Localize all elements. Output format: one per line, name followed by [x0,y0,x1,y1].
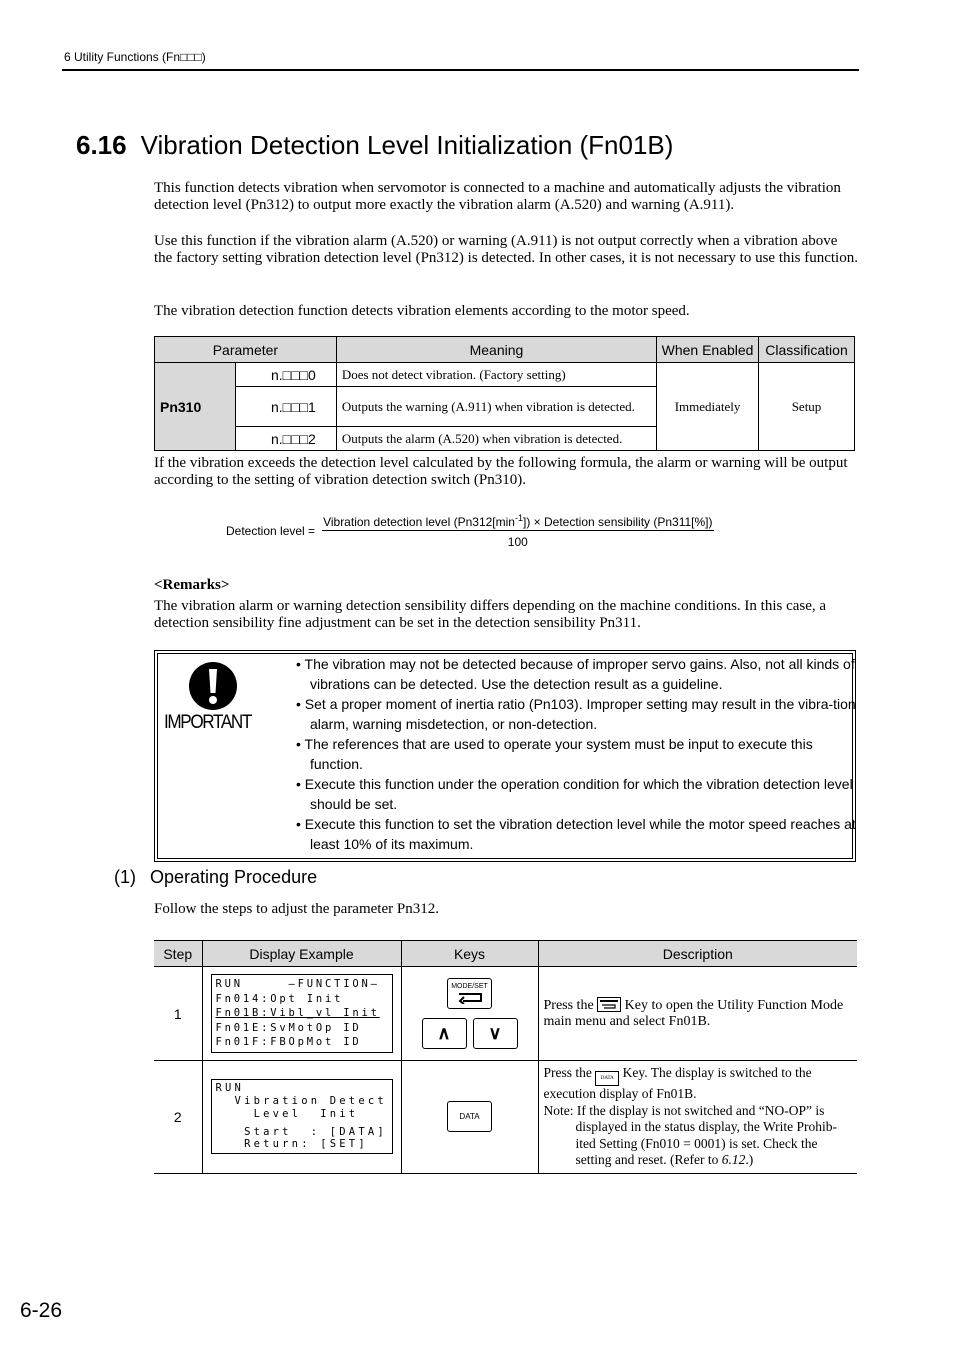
table-row [154,967,857,1061]
formula-intro-paragraph: If the vibration exceeds the detection level calculated by the following formula, the alarm or warning will be output according to the setting of vibration detection switch (Pn310). [154,455,848,488]
header-when-enabled: When Enabled [657,337,759,363]
param-when-enabled: Immediately [657,363,759,451]
exclamation-icon [188,661,238,716]
down-key[interactable] [473,1018,518,1049]
procedure-heading-text: Operating Procedure [150,867,318,887]
down-arrow-icon: ∨ [488,1023,502,1043]
lcd-display [211,1079,393,1154]
description-text: Key to open the Utility Function Mode main menu and select Fn01B. [543,997,844,1029]
param-meaning: Outputs the alarm (A.520) when vibration is detected. [336,427,656,451]
header-description: Description [538,941,857,967]
formula-superscript: -1 [514,513,523,523]
section-title [76,130,673,161]
formula-fraction [322,513,713,549]
procedure-intro: Follow the steps to adjust the parameter Pn312. [154,901,439,917]
mode-set-key-icon [597,997,621,1012]
remarks-paragraph: The vibration alarm or warning detection sensibility differs depending on the machine conditions. In this case, a detection sensibility fine adjustment can be set in the detection sensibility Pn311. [154,598,827,631]
formula-numerator [322,513,713,531]
lcd-line-selected: Fn01B:Vibl_vl Init [215,1007,380,1020]
formula-denominator: 100 [507,535,528,549]
formula-numerator-part: ]) × Detection sensibility (Pn311[%]) [522,515,713,529]
param-classification: Setup [759,363,855,451]
keys-cell [401,967,538,1061]
lcd-display [211,974,393,1053]
list-item: • Execute this function under the operation condition for which the vibration detection level should be set. [296,776,853,812]
important-label: IMPORTANT [164,712,251,733]
formula-lhs: Detection level = [226,524,316,538]
note-text: Note: If the display is not switched and “NO-OP” is displayed in the status display, the Write Prohib-ited Setting (Fn010 = 0001) is set. Check the setting and reset. (Refer to [543,1102,838,1167]
procedure-heading [114,867,317,888]
header-display-example: Display Example [202,941,401,967]
list-item: • The references that are used to operate your system must be input to execute this function. [296,736,813,772]
param-meaning: Does not detect vibration. (Factory setting) [336,363,656,387]
step-number: 2 [154,1061,202,1174]
arrow-keys [403,1018,537,1049]
procedure-table-header [154,941,857,967]
list-item: • Execute this function to set the vibration detection level while the motor speed reaches at least 10% of its maximum. [296,816,856,852]
display-example-cell [202,967,401,1061]
header-rule [62,69,859,71]
formula-numerator-part: Vibration detection level (Pn312[min [323,515,515,529]
section-number: 6.16 [76,130,127,160]
keys-cell [401,1061,538,1174]
data-key[interactable] [447,1101,492,1132]
param-name: Pn310 [155,363,236,451]
table-row [155,363,855,387]
lcd-line: Fn014:Opt Init [215,992,344,1005]
intro-paragraph-3: The vibration detection function detects vibration elements according to the motor speed. [154,303,690,319]
lcd-line: Level Init [215,1107,359,1120]
mode-set-key-label: MODE/SET [451,983,488,990]
running-header: 6 Utility Functions (Fn□□□) [64,50,206,64]
parameter-table-header [155,337,855,363]
list-item: • Set a proper moment of inertia ratio (Pn103). Improper setting may result in the vibra-tion alarm, warning misdetection, or non-detection. [296,696,856,732]
lcd-line: Vibration Detect [215,1095,387,1108]
header-parameter: Parameter [155,337,337,363]
description-text: Key. The display is switched to the execution display of Fn01B. [543,1065,812,1101]
header-keys: Keys [401,941,538,967]
mode-set-key[interactable] [447,978,492,1009]
intro-paragraph-1: This function detects vibration when servomotor is connected to a machine and automatically adjusts the vibration detection level (Pn312) to output more exactly the vibration alarm (A.520) and warning (A.911). [154,180,841,213]
step-description [538,1061,857,1174]
remarks-heading: <Remarks> [154,577,230,593]
description-text: Press the [543,997,598,1013]
list-item: • The vibration may not be detected because of improper servo gains. Also, not all kinds of vibrations can be detected. Use the detection result as a guideline. [296,656,855,692]
important-list [296,655,856,855]
intro-paragraph-2: Use this function if the vibration alarm (A.520) or warning (A.911) is not output correctly when a vibration above the factory setting vibration detection level (Pn312) is detected. In other cases, it is not necessary to use this function. [154,233,858,266]
note-end: .) [745,1152,754,1167]
data-key-label: DATA [459,1112,480,1122]
header-meaning: Meaning [336,337,656,363]
header-classification: Classification [759,337,855,363]
page-number: 6-26 [20,1299,63,1322]
up-arrow-icon: ∧ [437,1023,451,1043]
section-title-text: Vibration Detection Level Initialization (Fn01B) [140,130,674,160]
data-key-icon: DATA [595,1071,619,1086]
param-meaning: Outputs the warning (A.911) when vibration is detected. [336,387,656,427]
step-note [544,1103,853,1169]
up-key[interactable] [422,1018,467,1049]
display-example-cell [202,1061,401,1174]
step-number: 1 [154,967,202,1061]
description-text: Press the [543,1065,596,1080]
procedure-table [154,940,857,1174]
step-description [538,967,857,1061]
lcd-line: Return: [SET] [215,1138,368,1151]
lcd-line: Start : [DATA] [215,1125,387,1138]
note-reference[interactable]: 6.12 [721,1152,746,1167]
detection-level-formula [226,513,714,549]
header-step: Step [154,941,202,967]
param-value: n.□□□1 [235,387,336,427]
return-arrow-icon [457,992,483,1004]
lcd-line: Fn01F:FBOpMot ID [215,1036,362,1049]
lcd-line: RUN [215,1082,245,1095]
lcd-line: RUN –FUNCTION– [215,978,380,991]
parameter-table [154,336,855,451]
param-value: n.□□□0 [235,363,336,387]
param-value: n.□□□2 [235,427,336,451]
lcd-line [216,1006,388,1021]
table-row [154,1061,857,1174]
lcd-line: Fn01E:SvMotOp ID [215,1021,362,1034]
procedure-heading-number: (1) [114,867,136,887]
